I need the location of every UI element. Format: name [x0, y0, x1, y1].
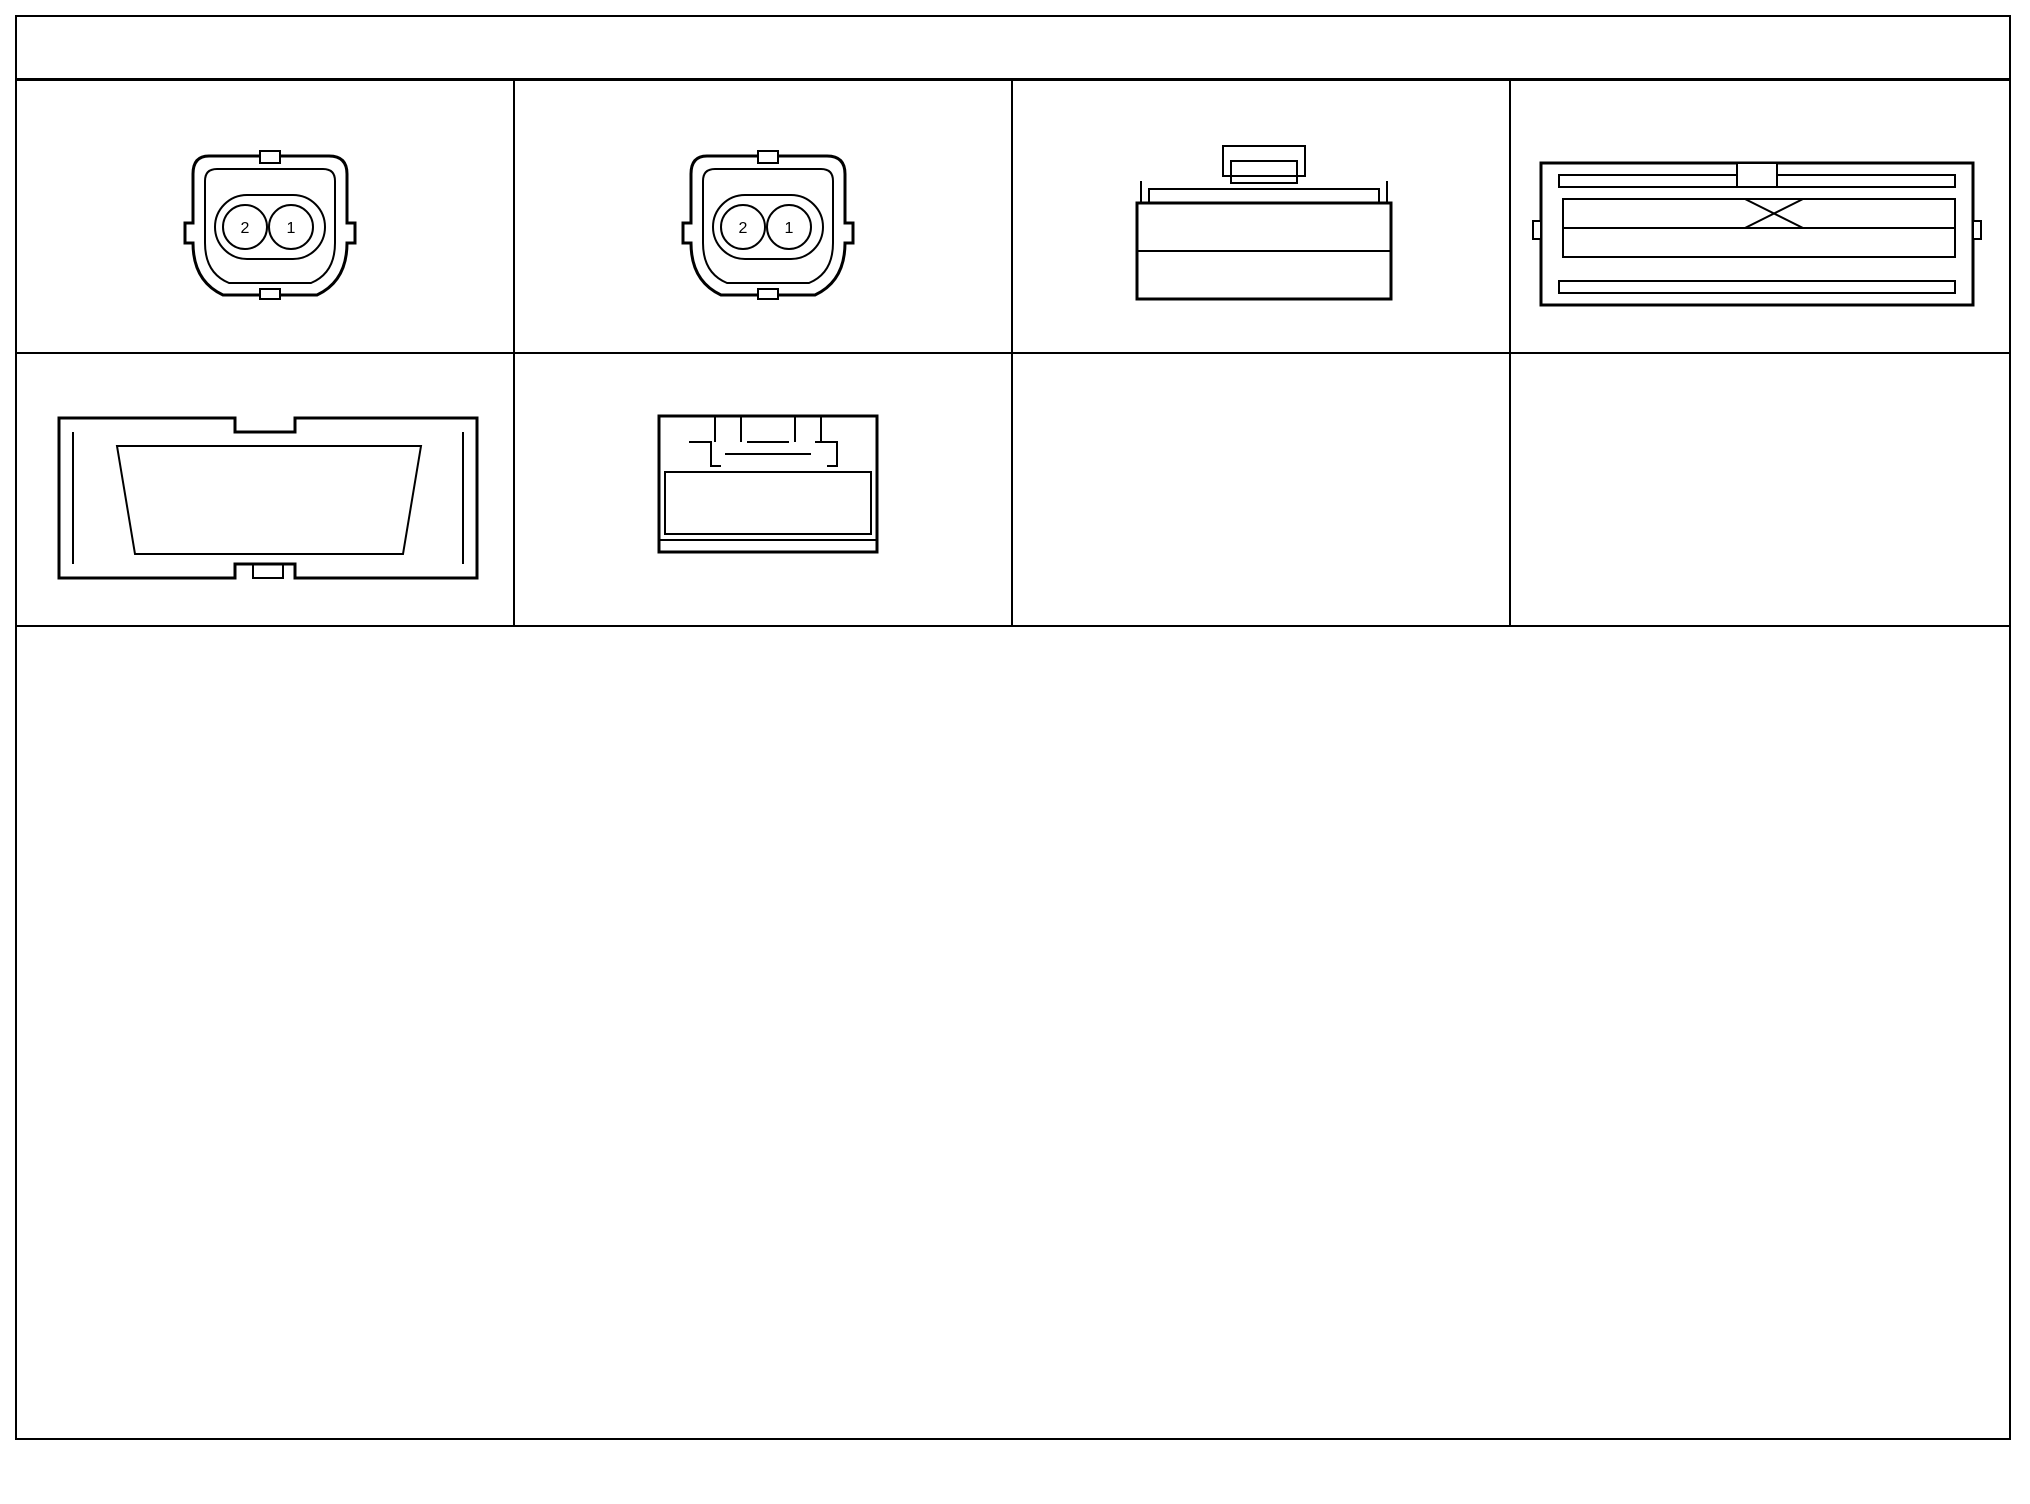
connector-m14-2-drawing [1511, 81, 2007, 354]
connector-e18-drawing [515, 81, 1013, 354]
connector-cell-m09-2 [1013, 81, 1511, 354]
pin-label: 2 [240, 220, 250, 237]
header-bar [17, 17, 2009, 81]
connector-m45-drawing [515, 354, 1013, 627]
connector-cell-m45 [515, 354, 1013, 627]
connector-cell-m14-2 [1511, 81, 2009, 354]
connector-m09-2-drawing [1013, 81, 1511, 354]
blank-cell-2 [1511, 354, 2009, 627]
connector-e15-drawing [17, 81, 515, 354]
blank-cell-1 [1013, 354, 1511, 627]
pin-label: 1 [286, 220, 296, 237]
pin-label: 1 [784, 220, 794, 237]
diagram-sheet [15, 15, 2011, 1440]
connector-cell-m33 [17, 354, 515, 627]
pin-label: 2 [738, 220, 748, 237]
connector-m33-drawing [17, 354, 515, 627]
connector-grid [17, 81, 2009, 627]
connector-cell-e18 [515, 81, 1013, 354]
connector-cell-e15 [17, 81, 515, 354]
